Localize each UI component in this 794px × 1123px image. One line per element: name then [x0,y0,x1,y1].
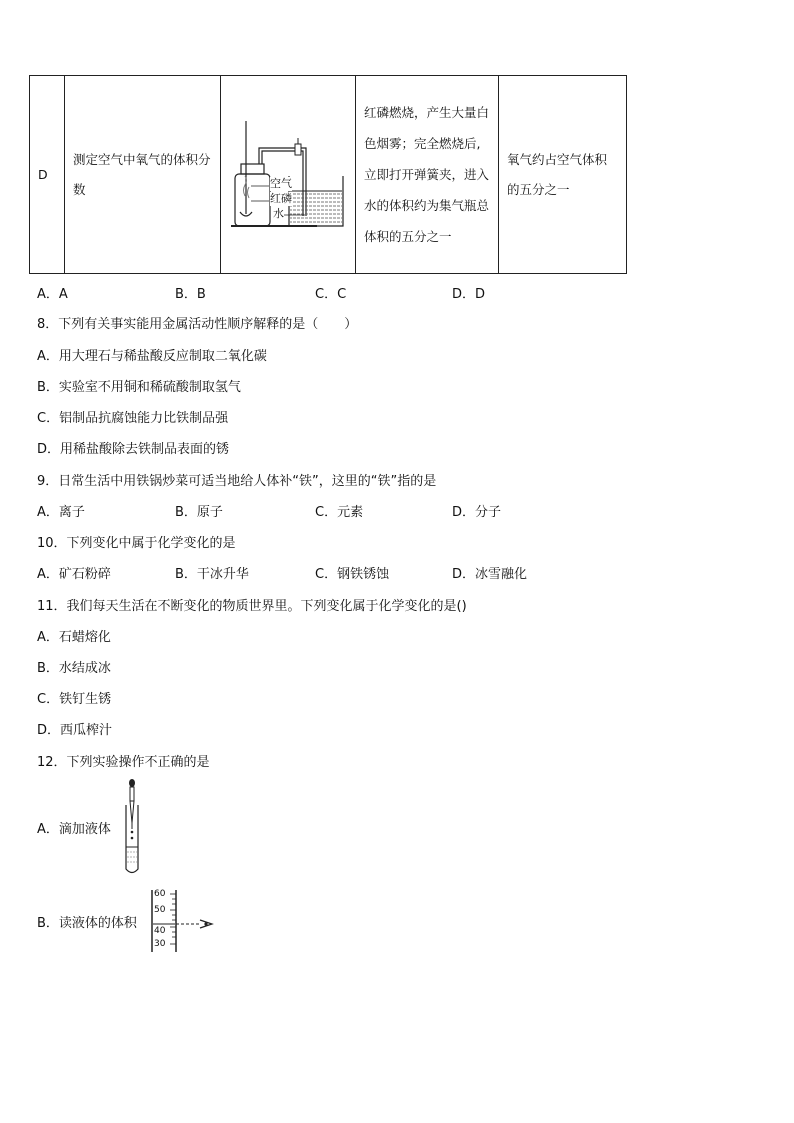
apparatus-cell [221,76,356,274]
q9-option-c: C．元素 [315,505,364,520]
tick-50: 50 [154,905,166,915]
q10-option-b: B．干冰升华 [175,567,249,582]
q8-option-a: A．用大理石与稀盐酸反应制取二氧化碳 [37,349,267,364]
q11-stem: 11．我们每天生活在不断变化的物质世界里。下列变化属于化学变化的是() [37,599,467,614]
tick-40: 40 [154,926,166,936]
table-row [30,76,627,274]
q12-option-b: B．读液体的体积 [37,916,137,931]
q7-option-c: C．C [315,287,347,302]
label-water: 水 [273,207,284,220]
graduated-cylinder-figure [148,888,218,954]
q11-option-d: D．西瓜榨汁 [37,723,113,738]
conclusion: 氧气约占空气体积的五分之一 [499,76,627,274]
q10-stem: 10．下列变化中属于化学变化的是 [37,536,236,551]
q7-option-a: A．A [37,287,68,302]
q10-option-d: D．冰雪融化 [452,567,528,582]
q11-option-c: C．铁钉生锈 [37,692,112,707]
q9-option-b: B．原子 [175,505,223,520]
label-red-phosphorus: 红磷 [270,192,292,205]
experiment-table [29,75,627,274]
tick-30: 30 [154,939,166,949]
row-letter: D [30,76,65,274]
q8-option-c: C．铝制品抗腐蚀能力比铁制品强 [37,411,229,426]
q8-option-d: D．用稀盐酸除去铁制品表面的锈 [37,442,230,457]
q11-option-a: A．石蜡熔化 [37,630,111,645]
q7-option-b: B．B [175,287,206,302]
tick-60: 60 [154,889,166,899]
q9-option-a: A．离子 [37,505,85,520]
q10-option-c: C．钢铁锈蚀 [315,567,390,582]
apparatus-diagram [221,76,355,273]
q9-stem: 9．日常生活中用铁锅炒菜可适当地给人体补“铁”，这里的“铁”指的是 [37,474,437,489]
q7-option-d: D．D [452,287,486,302]
label-air: 空气 [270,177,292,190]
dropper-test-tube-figure [118,777,148,877]
q8-stem: 8．下列有关事实能用金属活动性顺序解释的是（ ） [37,317,358,332]
q8-option-b: B．实验室不用铜和稀硫酸制取氢气 [37,380,241,395]
q11-option-b: B．水结成冰 [37,661,111,676]
q12-option-a: A．滴加液体 [37,822,111,837]
experiment-name: 测定空气中氧气的体积分数 [65,76,221,274]
q12-stem: 12．下列实验操作不正确的是 [37,755,210,770]
phenomenon: 红磷燃烧，产生大量白色烟雾；完全燃烧后,立即打开弹簧夹，进入水的体积约为集气瓶总体积的五分之一 [356,76,499,274]
q9-option-d: D．分子 [452,505,502,520]
q10-option-a: A．矿石粉碎 [37,567,111,582]
